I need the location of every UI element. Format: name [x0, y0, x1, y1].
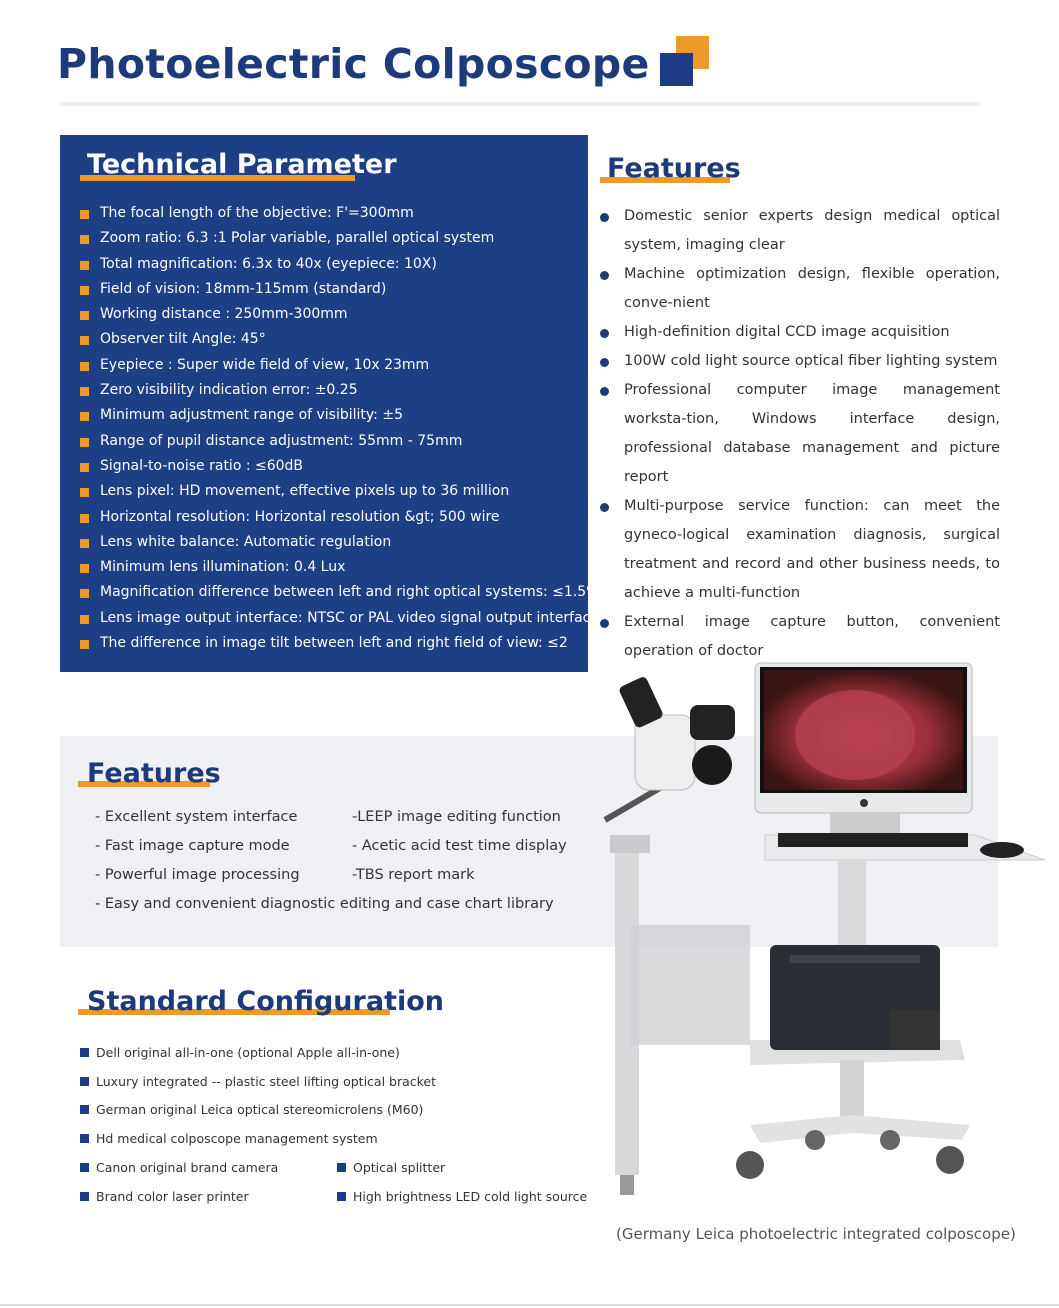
config-heading: Standard Configuration	[87, 986, 444, 1017]
technical-heading: Technical Parameter	[87, 149, 397, 180]
tech-param-item: Zoom ratio: 6.3 :1 Polar variable, parallel optical system	[80, 226, 599, 251]
technical-parameter-panel	[60, 135, 600, 672]
feature-item: External image capture button, convenient operation of doctor	[600, 608, 1000, 666]
tech-param-item: Working distance : 250mm-300mm	[80, 302, 599, 327]
tech-param-item: The difference in image tilt between left and right field of view: ≤2	[80, 631, 599, 656]
feature-item: 100W cold light source optical fiber lighting system	[600, 347, 1000, 376]
config-item: Canon original brand camera	[80, 1160, 278, 1175]
config-item: Brand color laser printer	[80, 1189, 249, 1204]
tech-param-item: Signal-to-noise ratio : ≤60dB	[80, 454, 599, 479]
features-heading: Features	[607, 153, 741, 184]
tech-param-item: Total magnification: 6.3x to 40x (eyepiece: 10X)	[80, 252, 599, 277]
config-item: Luxury integrated -- plastic steel lifting optical bracket	[80, 1074, 436, 1089]
technical-list	[80, 201, 599, 656]
features-list	[600, 202, 1000, 666]
feature2-item: - Fast image capture mode	[95, 838, 290, 854]
bottom-divider	[0, 1304, 1059, 1306]
feature2-item: - Easy and convenient diagnostic editing and case chart library	[95, 896, 554, 912]
colposcope-product-image	[590, 655, 1055, 1210]
feature-item: High-definition digital CCD image acquisition	[600, 318, 1000, 347]
feature-item: Machine optimization design, flexible operation, conve-nient	[600, 260, 1000, 318]
feature-item: Domestic senior experts design medical optical system, imaging clear	[600, 202, 1000, 260]
config-item: Dell original all-in-one (optional Apple all-in-one)	[80, 1045, 400, 1060]
tech-param-item: Lens image output interface: NTSC or PAL video signal output interface	[80, 606, 599, 631]
feature-item: Multi-purpose service function: can meet the gyneco-logical examination diagnosis, surgical treatment and record and other business needs, to achieve a multi-function	[600, 492, 1000, 608]
standard-configuration	[60, 975, 600, 1215]
tech-param-item: Minimum lens illumination: 0.4 Lux	[80, 555, 599, 580]
config-item: Optical splitter	[337, 1160, 445, 1175]
tech-param-item: Zero visibility indication error: ±0.25	[80, 378, 599, 403]
tech-param-item: Observer tilt Angle: 45°	[80, 327, 599, 352]
image-caption: (Germany Leica photoelectric integrated colposcope)	[616, 1225, 1016, 1243]
features2-heading: Features	[87, 758, 221, 789]
feature2-item: - Excellent system interface	[95, 809, 298, 825]
logo-navy-square	[660, 53, 693, 86]
tech-param-item: Lens pixel: HD movement, effective pixels up to 36 million	[80, 479, 599, 504]
tech-param-item: Lens white balance: Automatic regulation	[80, 530, 599, 555]
tech-param-item: Field of vision: 18mm-115mm (standard)	[80, 277, 599, 302]
feature-item: Professional computer image management worksta-tion, Windows interface design, professional database management and picture report	[600, 376, 1000, 492]
config-item: Hd medical colposcope management system	[80, 1131, 378, 1146]
feature2-item: - Acetic acid test time display	[352, 838, 567, 854]
feature2-item: -LEEP image editing function	[352, 809, 561, 825]
config-item: German original Leica optical stereomicrolens (M60)	[80, 1102, 423, 1117]
feature2-item: -TBS report mark	[352, 867, 475, 883]
tech-param-item: Eyepiece : Super wide field of view, 10x 23mm	[80, 353, 599, 378]
feature2-item: - Powerful image processing	[95, 867, 300, 883]
tech-param-item: Magnification difference between left and right optical systems: ≤1.5%	[80, 580, 599, 605]
page-title: Photoelectric Colposcope	[57, 40, 650, 88]
header-divider	[60, 102, 980, 106]
tech-param-item: Minimum adjustment range of visibility: ±5	[80, 403, 599, 428]
tech-param-item: Range of pupil distance adjustment: 55mm - 75mm	[80, 429, 599, 454]
tech-param-item: Horizontal resolution: Horizontal resolution &gt; 500 wire	[80, 505, 599, 530]
tech-param-item: The focal length of the objective: F'=300mm	[80, 201, 599, 226]
config-item: High brightness LED cold light source	[337, 1189, 587, 1204]
